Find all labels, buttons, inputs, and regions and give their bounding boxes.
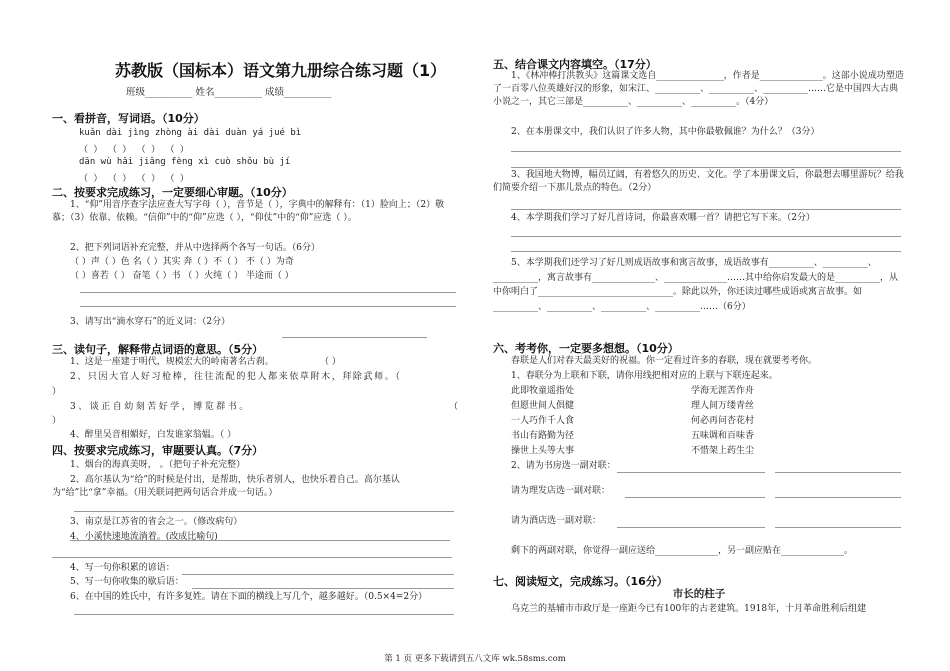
answer-line[interactable] — [74, 614, 454, 615]
idiom-fill-row-2[interactable]: （ ）喜若（ ） 奋笔（ ）书 （ ）火纯（ ） 半途而（ ） — [70, 271, 294, 281]
section4-question-3: 3、南京是江苏省的省会之一。（修改病句） — [70, 517, 243, 527]
section2-heading: 二、按要求完成练习，一定要细心审题。（10分） — [52, 186, 293, 199]
section7-heading: 七、阅读短文，完成练习。（16分） — [493, 575, 668, 588]
answer-line[interactable] — [52, 557, 452, 558]
section6-question-2c: 请为酒店选一副对联： — [511, 516, 602, 526]
pinyin-row-1: kuǎn dài jìng zhòng ài dài duàn yá jué bì — [79, 128, 302, 138]
bracket-close: ） — [52, 416, 62, 426]
answer-line[interactable] — [282, 337, 427, 338]
section6-heading: 六、考考你，一定要多想想。（10分） — [493, 342, 679, 355]
page-title: 苏教版（国标本）语文第九册综合练习题（1） — [115, 61, 447, 80]
section3-question-4: 4、醉里吴音相媚好，白发谁家翁媪。（ ） — [70, 430, 237, 440]
section6-question-2d: 剩下的两副对联，你觉得一副应送给______________，另一副应贴在______________。 — [511, 546, 854, 556]
section4-question-4: 4、小溪快速地流淌着。(改成比喻句) — [70, 532, 218, 542]
section4-heading: 四、按要求完成练习，审题要认真。（7分） — [52, 444, 264, 457]
answer-line[interactable] — [192, 588, 454, 589]
answer-line[interactable] — [511, 251, 901, 252]
section4-question-2: 2、高尔基认为“给”的时候是付出，是帮助，快乐者别人，也快乐着自己。高尔基认为“给”比“拿”幸福。（用关联词把两句话合并成一句话。） — [52, 475, 400, 498]
section4-question-5: 4、写一句你积累的谚语： — [70, 563, 175, 573]
answer-line[interactable] — [80, 306, 456, 307]
page-footer: 第 1 页 更多下载请到五八文库 wk.58sms.com — [384, 654, 566, 664]
answer-line[interactable] — [74, 511, 454, 512]
couplet-upper-4[interactable]: 书山有路勤为径 — [511, 431, 575, 441]
couplet-lower-1[interactable]: 学海无涯苦作舟 — [691, 386, 755, 396]
answer-line[interactable] — [617, 472, 765, 473]
couplet-lower-2[interactable]: 理人间万缕青丝 — [691, 401, 755, 411]
section5-question-4: 4、本学期我们学习了好几首诗词，你最喜欢哪一首？请把它写下来。（2分） — [511, 213, 815, 223]
section1-heading: 一、看拼音，写词语。（10分） — [52, 112, 205, 125]
section4-question-6: 5、写一句你收集的歇后语： — [70, 577, 184, 587]
couplet-upper-3[interactable]: 一人巧作千人食 — [511, 416, 575, 426]
couplet-upper-5[interactable]: 操世上头等大事 — [511, 446, 575, 456]
answer-line[interactable] — [511, 167, 901, 168]
section5-question-2: 2、在本册课文中，我们认识了许多人物，其中你最敬佩谁？为什么？（3分） — [511, 127, 820, 137]
answer-brackets[interactable]: （ ） — [320, 357, 341, 367]
article-title: 市长的柱子 — [672, 588, 726, 600]
answer-line[interactable] — [511, 236, 901, 237]
answer-line[interactable] — [775, 497, 901, 498]
couplet-upper-1[interactable]: 此即牧童遥指处 — [511, 386, 575, 396]
section2-question-1: 1、“仰”用音序查字法应查大写字母（ ），音节是（ ），字典中的解释有：（1）脸向上；（2）敬慕；（3）依靠、依赖。“信仰”中的“仰”应选（ ），“仰仗”中的“仰”应选（ ）。 — [52, 200, 445, 223]
answer-line[interactable] — [511, 209, 901, 210]
section6-question-1: 1、春联分为上联和下联，请你用线把相对应的上联与下联连起来。 — [511, 371, 778, 381]
answer-brackets-row-1[interactable]: （ ） （ ） （ ） （ ） — [79, 145, 189, 155]
answer-line[interactable] — [775, 472, 901, 473]
answer-brackets-row-2[interactable]: （ ） （ ） （ ） （ ） — [79, 174, 189, 184]
student-info-line: 班级__________ 姓名__________ 成绩__________ — [126, 87, 332, 98]
section2-question-3: 3、请写出“滴水穿石”的近义词：（2分） — [70, 317, 231, 327]
section5-heading: 五、结合课文内容填空。（17分） — [493, 58, 657, 71]
section5-question-5: 5、本学期我们还学习了好几则成语故事和寓言故事，成语故事有__________、__________、__________，寓言故事有______________、______________……其中给你启发最大的是__________，从中你明白了______________________________。除此以外，你还读过哪些成语或寓言故事。如__________、__________、__________、__________……（6分） — [493, 258, 899, 312]
answer-line[interactable] — [617, 527, 765, 528]
section3-heading: 三、读句子，解释带点词语的意思。（5分） — [52, 343, 264, 356]
section4-question-1: 1、烟台的海真美呀， 。（把句子补充完整） — [70, 460, 246, 470]
section2-question-2: 2、把下列词语补充完整，并从中选择两个各写一句话。（6分） — [70, 243, 320, 253]
section4-question-7: 6、在中国的姓氏中，有许多复姓。请在下面的横线上写几个，越多越好。（0.5×4=2分） — [70, 592, 428, 602]
pinyin-row-2: dān wù hǎi jiǎng fèng xì cuò shǒu bù jí — [79, 157, 291, 167]
answer-line[interactable] — [511, 151, 901, 152]
idiom-fill-row-1[interactable]: （ ）声（ ）色 名（ ）其实 奔（ ）不（ ） 不（ ）为奇 — [70, 257, 294, 267]
answer-line[interactable] — [182, 574, 454, 575]
section6-intro: 春联是人们对春天最美好的祝福。你一定看过许多的春联，现在就要考考你。 — [511, 356, 818, 366]
answer-line[interactable] — [80, 292, 456, 293]
answer-line[interactable] — [625, 497, 765, 498]
section5-question-1: 1、《林冲棒打洪教头》这篇课文选自_______________，作者是______________。这部小说成功塑造了一百零八位英雄好汉的形象，如宋江、__________、__________、__________……它是中国四大古典小说之一，其它三部是__________、__________、__________。（4分） — [493, 71, 904, 107]
section3-question-1: 1、这是一座建于明代，规模宏大的岭南著名古刹。 — [70, 357, 274, 367]
section6-question-2: 2、请为书房选一副对联： — [511, 461, 616, 471]
article-first-line: 乌克兰的基辅市市政厅是一座距今已有100年的古老建筑。1918年，十月革命胜利后组建 — [511, 604, 867, 614]
couplet-lower-5[interactable]: 不惜架上药生尘 — [691, 446, 755, 456]
couplet-upper-2[interactable]: 但愿世间人俱健 — [511, 401, 575, 411]
section5-question-3: 3、我国地大物博，幅员辽阔，有着悠久的历史、文化。学了本册课文后，你最想去哪里游玩？给我们简要介绍一下那儿景点的特色。（2分） — [493, 170, 904, 193]
answer-line[interactable] — [775, 527, 901, 528]
section3-question-2: 2、只因大官人好习枪棒，往往流配的犯人都来依草附木，拜除武师。（ — [70, 372, 402, 382]
couplet-lower-3[interactable]: 何必再问杏花村 — [691, 416, 755, 426]
section3-question-3: 3、谈正自幼刻苦好学，博览群书。 — [70, 402, 251, 412]
bracket-open: （ — [449, 402, 459, 412]
bracket-close: ） — [52, 387, 62, 397]
couplet-lower-4[interactable]: 五味调和百味香 — [691, 431, 755, 441]
section6-question-2b: 请为理发店选一副对联： — [511, 486, 611, 496]
